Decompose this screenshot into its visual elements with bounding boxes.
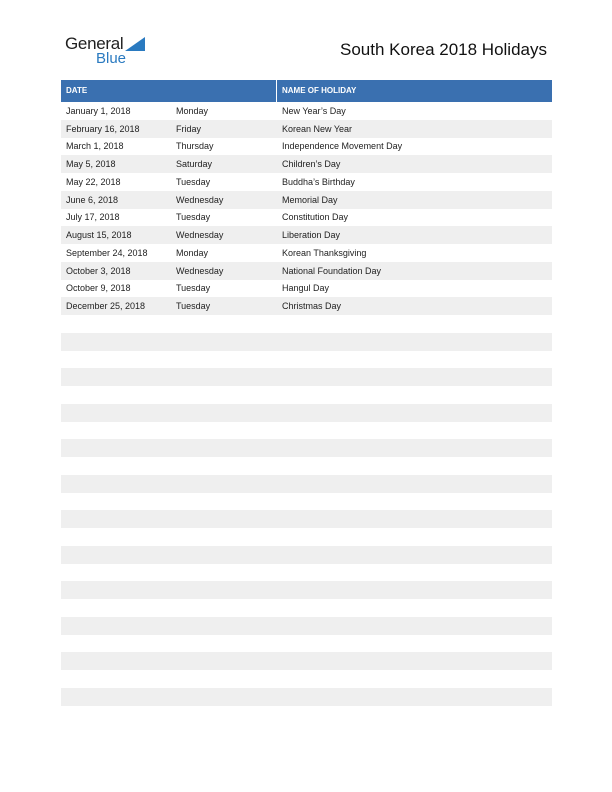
- holiday-date: July 17, 2018: [66, 212, 120, 223]
- holiday-weekday: Tuesday: [176, 176, 211, 187]
- empty-table-row: [61, 351, 552, 369]
- holiday-name: Children’s Day: [282, 159, 341, 170]
- empty-table-row: [61, 635, 552, 653]
- empty-table-row: [61, 706, 552, 724]
- holiday-name: Korean New Year: [282, 123, 353, 134]
- holiday-weekday: Wednesday: [176, 194, 224, 205]
- holiday-name: Constitution Day: [282, 212, 349, 223]
- holiday-date: October 9, 2018: [66, 283, 131, 294]
- holiday-name: Christmas Day: [282, 301, 342, 312]
- empty-table-row: [61, 333, 552, 351]
- holiday-date: May 5, 2018: [66, 159, 116, 170]
- holiday-name: Buddha’s Birthday: [282, 176, 355, 187]
- holiday-weekday: Tuesday: [176, 283, 211, 294]
- holiday-name: Memorial Day: [282, 194, 338, 205]
- holiday-date: September 24, 2018: [66, 247, 148, 258]
- holiday-weekday: Wednesday: [176, 230, 224, 241]
- holiday-date: May 22, 2018: [66, 176, 121, 187]
- table-row: [61, 191, 552, 209]
- table-row: [61, 262, 552, 280]
- page-title: South Korea 2018 Holidays: [340, 40, 547, 59]
- empty-table-row: [61, 439, 552, 457]
- holiday-table: [61, 80, 552, 723]
- empty-table-row: [61, 510, 552, 528]
- holiday-name: New Year’s Day: [282, 105, 346, 116]
- empty-table-row: [61, 617, 552, 635]
- empty-table-row: [61, 581, 552, 599]
- empty-table-row: [61, 670, 552, 688]
- holiday-weekday: Saturday: [176, 159, 213, 170]
- table-body: [61, 102, 552, 723]
- logo-triangle-icon: [125, 37, 145, 51]
- empty-table-row: [61, 368, 552, 386]
- holiday-weekday: Monday: [176, 105, 209, 116]
- empty-table-row: [61, 688, 552, 706]
- empty-table-row: [61, 422, 552, 440]
- empty-table-row: [61, 404, 552, 422]
- table-row: [61, 102, 552, 120]
- empty-table-row: [61, 457, 552, 475]
- table-row: [61, 244, 552, 262]
- holiday-date: December 25, 2018: [66, 301, 146, 312]
- empty-table-row: [61, 315, 552, 333]
- logo-text-general: General: [65, 34, 124, 53]
- holiday-date: August 15, 2018: [66, 230, 132, 241]
- holiday-name: Liberation Day: [282, 230, 341, 241]
- empty-table-row: [61, 493, 552, 511]
- holiday-weekday: Friday: [176, 123, 202, 134]
- holiday-weekday: Thursday: [176, 141, 214, 152]
- header-holiday-name: NAME OF HOLIDAY: [282, 86, 357, 95]
- table-row: [61, 173, 552, 191]
- empty-table-row: [61, 599, 552, 617]
- empty-table-row: [61, 546, 552, 564]
- table-row: [61, 138, 552, 156]
- logo-text-blue: Blue: [96, 50, 127, 67]
- holiday-date: January 1, 2018: [66, 105, 131, 116]
- holiday-date: October 3, 2018: [66, 265, 131, 276]
- holiday-name: National Foundation Day: [282, 265, 382, 276]
- empty-table-row: [61, 386, 552, 404]
- table-row: [61, 280, 552, 298]
- empty-table-row: [61, 528, 552, 546]
- empty-table-row: [61, 652, 552, 670]
- table-row: [61, 209, 552, 227]
- empty-table-row: [61, 475, 552, 493]
- table-row: [61, 297, 552, 315]
- holiday-date: June 6, 2018: [66, 194, 119, 205]
- holiday-date: February 16, 2018: [66, 123, 140, 134]
- generalblue-logo: [65, 34, 155, 68]
- holiday-weekday: Tuesday: [176, 301, 211, 312]
- holiday-weekday: Wednesday: [176, 265, 224, 276]
- holiday-date: March 1, 2018: [66, 141, 124, 152]
- table-header: [61, 80, 552, 102]
- holiday-weekday: Tuesday: [176, 212, 211, 223]
- holiday-name: Hangul Day: [282, 283, 330, 294]
- holiday-name: Korean Thanksgiving: [282, 247, 367, 258]
- holiday-weekday: Monday: [176, 247, 209, 258]
- table-row: [61, 155, 552, 173]
- table-row: [61, 120, 552, 138]
- holiday-name: Independence Movement Day: [282, 141, 403, 152]
- empty-table-row: [61, 564, 552, 582]
- table-row: [61, 226, 552, 244]
- header-date: DATE: [66, 86, 88, 95]
